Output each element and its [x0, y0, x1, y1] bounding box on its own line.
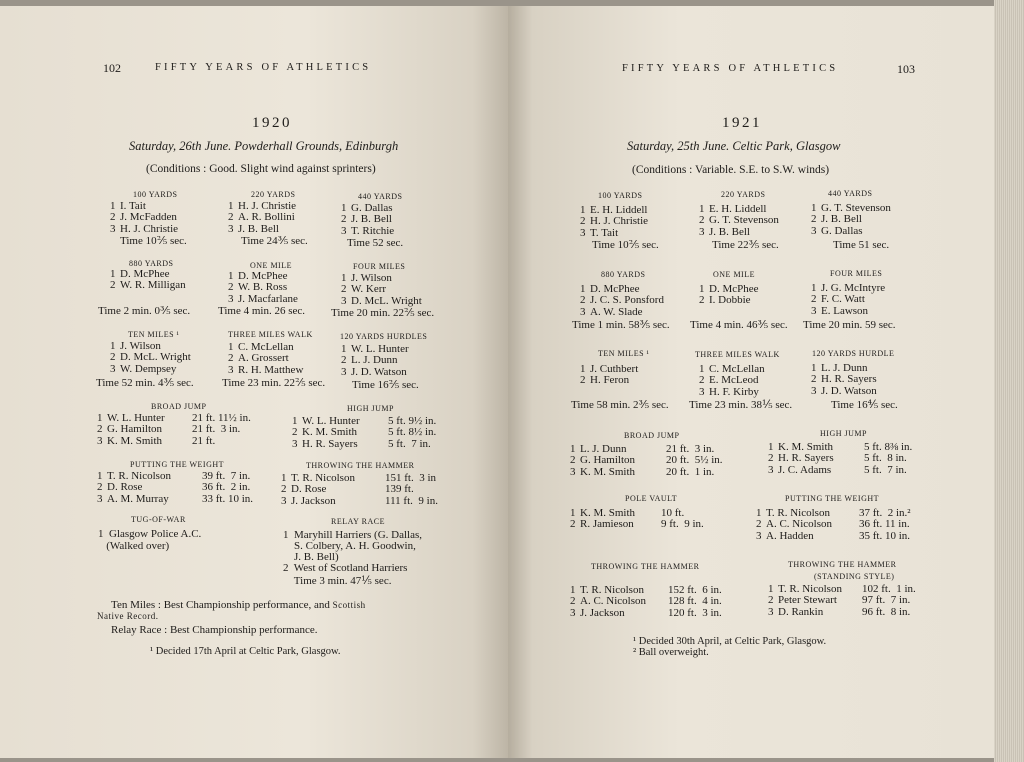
- relay-line: 2 West of Scotland Harriers: [283, 562, 408, 574]
- place-number: 2: [768, 452, 774, 465]
- event-title: THROWING THE HAMMER: [306, 461, 415, 470]
- result-value: 111 ft. 9 in.: [385, 494, 438, 507]
- athlete-name: J. B. Bell: [238, 222, 279, 235]
- event-title: ONE MILE: [713, 270, 755, 279]
- athlete-name: J. McFadden: [120, 211, 177, 224]
- place-number: 3: [228, 363, 234, 376]
- place-number: 1: [97, 412, 103, 424]
- place-number: 1: [811, 362, 817, 374]
- athlete-name: A. M. Murray: [107, 492, 169, 505]
- place-number: 3: [110, 222, 116, 235]
- running-head: FIFTY YEARS OF ATHLETICS: [155, 62, 372, 73]
- event-title: 100 YARDS: [598, 191, 643, 200]
- place-number: 2: [228, 211, 234, 224]
- result-value: 151 ft. 3 in: [385, 472, 437, 484]
- place-number: 2: [97, 481, 103, 494]
- athlete-name: H. Feron: [590, 374, 630, 387]
- place-number: 3: [570, 606, 576, 619]
- athlete-name: H. J. Christie: [238, 200, 297, 212]
- result-value: 97 ft. 7 in.: [862, 594, 911, 607]
- athlete-name: D. Rose: [291, 483, 327, 496]
- athlete-name: J. C. Adams: [778, 463, 832, 476]
- note-ten-miles: Ten Miles : Best Championship performance, and Scottish: [111, 599, 366, 611]
- athlete-name: T. Tait: [590, 226, 619, 239]
- place-number: 1: [341, 272, 347, 284]
- athlete-name: W. Dempsey: [120, 362, 177, 375]
- place-number: 2: [292, 426, 298, 439]
- event-title: 120 YARDS HURDLES: [340, 332, 428, 341]
- place-number: 2: [699, 374, 705, 387]
- place-number: 2: [811, 213, 817, 226]
- event-time: Time 23 min. 38⅕ sec.: [689, 399, 793, 411]
- athlete-name: G. Dallas: [821, 224, 863, 237]
- page-number: 102: [103, 61, 121, 75]
- event-title: BROAD JUMP: [151, 402, 207, 411]
- athlete-name: K. M. Smith: [580, 507, 636, 519]
- place-number: 3: [228, 222, 234, 235]
- athlete-name: L. J. Dunn: [580, 443, 627, 455]
- athlete-name: G. Hamilton: [107, 423, 162, 436]
- athlete-name: I. Dobbie: [709, 294, 751, 307]
- place-number: 1: [580, 204, 586, 216]
- athlete-name: D. McPhee: [120, 268, 170, 280]
- place-number: 2: [570, 518, 576, 531]
- athlete-name: J. B. Bell: [709, 225, 750, 238]
- place-number: 3: [768, 463, 774, 476]
- place-number: 2: [110, 351, 116, 364]
- athlete-name: D. Rankin: [778, 605, 824, 618]
- athlete-name: W. B. Ross: [238, 281, 288, 294]
- place-number: 2: [97, 423, 103, 436]
- athlete-name: T. R. Nicolson: [291, 472, 355, 484]
- meeting-subtitle: Saturday, 26th June. Powderhall Grounds, Edinburgh: [129, 139, 399, 153]
- place-number: 3: [341, 294, 347, 307]
- place-number: 3: [699, 385, 705, 398]
- place-number: 1: [341, 202, 347, 214]
- event-title: FOUR MILES: [830, 269, 883, 278]
- athlete-name: E. McLeod: [709, 374, 759, 387]
- event-time: Time 10⅖ sec.: [592, 239, 659, 251]
- athlete-name: K. M. Smith: [580, 465, 636, 478]
- athlete-name: A. Hadden: [766, 529, 814, 542]
- place-number: 2: [580, 374, 586, 387]
- place-number: 1: [768, 441, 774, 453]
- place-number: 3: [580, 226, 586, 239]
- athlete-name: J. Wilson: [120, 340, 161, 352]
- place-number: 2: [811, 293, 817, 306]
- athlete-name: K. M. Smith: [302, 426, 358, 439]
- event-time: Time 23 min. 22⅖ sec.: [222, 377, 326, 389]
- event-title: THREE MILES WALK: [695, 350, 780, 359]
- athlete-name: J. C. S. Ponsford: [590, 294, 664, 307]
- place-number: 1: [341, 343, 347, 355]
- result-value: 5 ft. 8⅜ in.: [864, 441, 913, 453]
- athlete-name: A. W. Slade: [590, 305, 643, 318]
- relay-line: S. Colbery, A. H. Goodwin,: [283, 540, 416, 552]
- result-value: 5 ft. 8½ in.: [388, 426, 437, 439]
- place-number: 3: [110, 362, 116, 375]
- event-title: PUTTING THE WEIGHT: [785, 494, 880, 503]
- place-number: 2: [110, 279, 116, 292]
- event-title: 440 YARDS: [358, 192, 403, 201]
- place-number: 3: [292, 437, 298, 450]
- place-number: 1: [97, 470, 103, 482]
- athlete-name: W. R. Milligan: [120, 279, 186, 292]
- athlete-name: G. Hamilton: [580, 454, 635, 467]
- result-value: 37 ft. 2 in.²: [859, 507, 911, 519]
- footnote: ¹ Decided 17th April at Celtic Park, Glasgow.: [150, 646, 341, 657]
- place-number: 1: [570, 507, 576, 519]
- athlete-name: T. R. Nicolson: [766, 507, 830, 519]
- place-number: 2: [228, 281, 234, 294]
- athlete-name: H. R. Sayers: [821, 373, 877, 386]
- event-title: RELAY RACE: [331, 517, 385, 526]
- place-number: 1: [580, 283, 586, 295]
- place-number: 2: [281, 483, 287, 496]
- athlete-name: J. Wilson: [351, 272, 392, 284]
- place-number: 1: [768, 583, 774, 595]
- athlete-name: T. R. Nicolson: [778, 583, 842, 595]
- event-time: Time 16⅘ sec.: [831, 399, 898, 411]
- event-time: Time 1 min. 58⅗ sec.: [572, 319, 670, 331]
- event-title: 440 YARDS: [828, 189, 873, 198]
- page-number: 103: [897, 62, 915, 76]
- athlete-name: R. H. Matthew: [238, 363, 304, 376]
- event-time: Time 51 sec.: [833, 239, 890, 251]
- place-number: 3: [580, 305, 586, 318]
- athlete-name: E. H. Liddell: [709, 203, 767, 215]
- result-value: 139 ft.: [385, 483, 414, 496]
- event-title: 220 YARDS: [251, 190, 296, 199]
- athlete-name: H. R. Sayers: [778, 452, 834, 465]
- athlete-name: W. L. Hunter: [107, 412, 165, 424]
- event-time: Time 52 min. 4⅗ sec.: [96, 377, 194, 389]
- place-number: 1: [110, 340, 116, 352]
- result-value: 21 ft.: [192, 434, 216, 447]
- place-number: 3: [97, 492, 103, 505]
- place-number: 1: [811, 282, 817, 294]
- result-value: 5 ft. 8 in.: [864, 452, 907, 465]
- tug-line: 1 Glasgow Police A.C.: [98, 528, 202, 540]
- event-title: POLE VAULT: [625, 494, 678, 503]
- event-title: 880 YARDS: [601, 270, 646, 279]
- page-edges: [994, 0, 1024, 762]
- result-value: 21 ft. 3 in.: [666, 443, 715, 455]
- place-number: 3: [811, 384, 817, 397]
- event-title: TEN MILES ¹: [128, 330, 180, 339]
- result-value: 128 ft. 4 in.: [668, 595, 722, 608]
- place-number: 2: [341, 213, 347, 226]
- result-value: 21 ft. 3 in.: [192, 423, 241, 436]
- event-title: ONE MILE: [250, 261, 292, 270]
- athlete-name: J. Jackson: [580, 606, 625, 619]
- athlete-name: J. G. McIntyre: [821, 282, 886, 294]
- place-number: 2: [768, 594, 774, 607]
- conditions: (Conditions : Variable. S.E. to S.W. winds): [632, 164, 830, 176]
- event-time: Time 16⅖ sec.: [352, 379, 419, 391]
- athlete-name: T. Ritchie: [351, 224, 395, 237]
- athlete-name: J. D. Watson: [821, 384, 877, 397]
- athlete-name: J. Jackson: [291, 494, 336, 507]
- place-number: 2: [228, 352, 234, 365]
- athlete-name: T. R. Nicolson: [107, 470, 171, 482]
- place-number: 1: [699, 363, 705, 375]
- result-value: 10 ft.: [661, 507, 685, 519]
- place-number: 1: [228, 200, 234, 212]
- event-time: Time 4 min. 26 sec.: [218, 305, 305, 317]
- place-number: 3: [768, 605, 774, 618]
- athlete-name: L. J. Dunn: [821, 362, 868, 374]
- relay-line: 1 Maryhill Harriers (G. Dallas,: [283, 529, 422, 541]
- result-value: 33 ft. 10 in.: [202, 492, 254, 505]
- athlete-name: G. T. Stevenson: [709, 214, 779, 227]
- running-head: FIFTY YEARS OF ATHLETICS: [622, 63, 839, 74]
- note-relay: Relay Race : Best Championship performance.: [111, 624, 318, 636]
- place-number: 1: [811, 202, 817, 214]
- event-time: Time 22⅗ sec.: [712, 239, 779, 251]
- place-number: 2: [341, 354, 347, 367]
- place-number: 1: [570, 443, 576, 455]
- place-number: 1: [281, 472, 287, 484]
- result-value: 152 ft. 6 in.: [668, 584, 722, 596]
- footnote: ¹ Decided 30th April, at Celtic Park, Glasgow.: [633, 636, 827, 647]
- place-number: 3: [97, 434, 103, 447]
- event-time: Time 20 min. 59 sec.: [803, 319, 896, 331]
- place-number: 3: [570, 465, 576, 478]
- athlete-name: K. M. Smith: [778, 441, 834, 453]
- result-value: 20 ft. 5½ in.: [666, 454, 723, 467]
- athlete-name: H. J. Christie: [120, 222, 179, 235]
- note-native-record: Native Record.: [97, 611, 159, 621]
- result-value: 5 ft. 9½ in.: [388, 415, 437, 427]
- relay-line: J. B. Bell): [283, 551, 339, 563]
- event-title: TEN MILES ¹: [598, 349, 650, 358]
- result-value: 120 ft. 3 in.: [668, 606, 722, 619]
- place-number: 1: [580, 363, 586, 375]
- place-number: 1: [228, 341, 234, 353]
- result-value: 20 ft. 1 in.: [666, 465, 715, 478]
- athlete-name: J. D. Watson: [351, 365, 407, 378]
- place-number: 3: [341, 365, 347, 378]
- place-number: 1: [699, 283, 705, 295]
- athlete-name: D. McPhee: [238, 270, 288, 282]
- athlete-name: I. Tait: [120, 200, 146, 212]
- event-title: BROAD JUMP: [624, 431, 680, 440]
- result-value: 39 ft. 7 in.: [202, 470, 251, 482]
- event-title: HIGH JUMP: [820, 429, 867, 438]
- tug-line: (Walked over): [98, 540, 170, 552]
- event-title: 120 YARDS HURDLE: [812, 349, 895, 358]
- result-value: 5 ft. 7 in.: [388, 437, 431, 450]
- place-number: 2: [756, 518, 762, 531]
- event-title: HIGH JUMP: [347, 404, 394, 413]
- year-heading: 1920: [252, 115, 292, 131]
- year-heading: 1921: [722, 115, 762, 131]
- athlete-name: J. B. Bell: [351, 213, 392, 226]
- event-time: Time 4 min. 46⅗ sec.: [690, 319, 788, 331]
- place-number: 3: [756, 529, 762, 542]
- athlete-name: H. J. Christie: [590, 215, 649, 228]
- place-number: 2: [570, 595, 576, 608]
- event-title: THROWING THE HAMMER: [788, 560, 897, 569]
- result-value: 5 ft. 7 in.: [864, 463, 907, 476]
- event-title: THROWING THE HAMMER: [591, 562, 700, 571]
- place-number: 1: [110, 268, 116, 280]
- place-number: 2: [580, 215, 586, 228]
- athlete-name: W. L. Hunter: [302, 415, 360, 427]
- athlete-name: L. J. Dunn: [351, 354, 398, 367]
- event-time: Time 10⅖ sec.: [120, 235, 187, 247]
- place-number: 2: [699, 214, 705, 227]
- athlete-name: D. McPhee: [709, 283, 759, 295]
- meeting-subtitle: Saturday, 25th June. Celtic Park, Glasgow: [627, 139, 841, 153]
- result-value: 21 ft. 11½ in.: [192, 412, 251, 424]
- event-time: Time 58 min. 2⅗ sec.: [571, 399, 669, 411]
- athlete-name: H. R. Sayers: [302, 437, 358, 450]
- place-number: 1: [228, 270, 234, 282]
- event-title: PUTTING THE WEIGHT: [130, 460, 225, 469]
- place-number: 1: [756, 507, 762, 519]
- athlete-name: D. McL. Wright: [351, 294, 422, 307]
- event-title: TUG-OF-WAR: [131, 515, 186, 524]
- place-number: 2: [341, 283, 347, 296]
- athlete-name: A. Grossert: [238, 352, 289, 365]
- athlete-name: G. T. Stevenson: [821, 202, 891, 214]
- event-title: 880 YARDS: [129, 259, 174, 268]
- athlete-name: K. M. Smith: [107, 434, 163, 447]
- athlete-name: J. Macfarlane: [238, 292, 298, 305]
- event-title: FOUR MILES: [353, 262, 406, 271]
- athlete-name: E. Lawson: [821, 304, 869, 317]
- athlete-name: D. McL. Wright: [120, 351, 191, 364]
- place-number: 2: [580, 294, 586, 307]
- place-number: 3: [699, 225, 705, 238]
- place-number: 1: [699, 203, 705, 215]
- athlete-name: J. B. Bell: [821, 213, 862, 226]
- athlete-name: D. Rose: [107, 481, 143, 494]
- event-time: Time 2 min. 0⅗ sec.: [98, 305, 191, 317]
- event-title: THREE MILES WALK: [228, 330, 313, 339]
- athlete-name: W. Kerr: [351, 283, 387, 296]
- athlete-name: T. R. Nicolson: [580, 584, 644, 596]
- event-subtitle: (STANDING STYLE): [814, 572, 895, 581]
- relay-line: Time 3 min. 47⅕ sec.: [283, 575, 392, 587]
- result-value: 36 ft. 2 in.: [202, 481, 251, 494]
- athlete-name: J. Cuthbert: [590, 363, 639, 375]
- place-number: 2: [110, 211, 116, 224]
- athlete-name: A. R. Bollini: [238, 211, 295, 224]
- result-value: 9 ft. 9 in.: [661, 518, 704, 531]
- result-value: 35 ft. 10 in.: [859, 529, 911, 542]
- place-number: 3: [811, 304, 817, 317]
- athlete-name: E. H. Liddell: [590, 204, 648, 216]
- place-number: 3: [228, 292, 234, 305]
- athlete-name: C. McLellan: [238, 341, 294, 353]
- place-number: 3: [811, 224, 817, 237]
- place-number: 2: [570, 454, 576, 467]
- athlete-name: F. C. Watt: [821, 293, 865, 306]
- place-number: 2: [699, 294, 705, 307]
- event-title: 220 YARDS: [721, 190, 766, 199]
- event-time: Time 52 sec.: [347, 237, 404, 249]
- place-number: 2: [811, 373, 817, 386]
- athlete-name: C. McLellan: [709, 363, 765, 375]
- footnote: ² Ball overweight.: [633, 647, 709, 658]
- result-value: 96 ft. 8 in.: [862, 605, 911, 618]
- place-number: 1: [570, 584, 576, 596]
- athlete-name: H. F. Kirby: [709, 385, 759, 398]
- place-number: 1: [110, 200, 116, 212]
- athlete-name: D. McPhee: [590, 283, 640, 295]
- athlete-name: A. C. Nicolson: [580, 595, 646, 608]
- result-value: 36 ft. 11 in.: [859, 518, 910, 531]
- athlete-name: Peter Stewart: [778, 594, 837, 607]
- athlete-name: W. L. Hunter: [351, 343, 409, 355]
- place-number: 3: [281, 494, 287, 507]
- conditions: (Conditions : Good. Slight wind against sprinters): [146, 163, 376, 175]
- athlete-name: R. Jamieson: [580, 518, 634, 531]
- event-time: Time 20 min. 22⅖ sec.: [331, 307, 435, 319]
- event-time: Time 24⅗ sec.: [241, 235, 308, 247]
- place-number: 3: [341, 224, 347, 237]
- event-title: 100 YARDS: [133, 190, 178, 199]
- place-number: 1: [292, 415, 298, 427]
- result-value: 102 ft. 1 in.: [862, 583, 916, 595]
- athlete-name: A. C. Nicolson: [766, 518, 832, 531]
- athlete-name: G. Dallas: [351, 202, 393, 214]
